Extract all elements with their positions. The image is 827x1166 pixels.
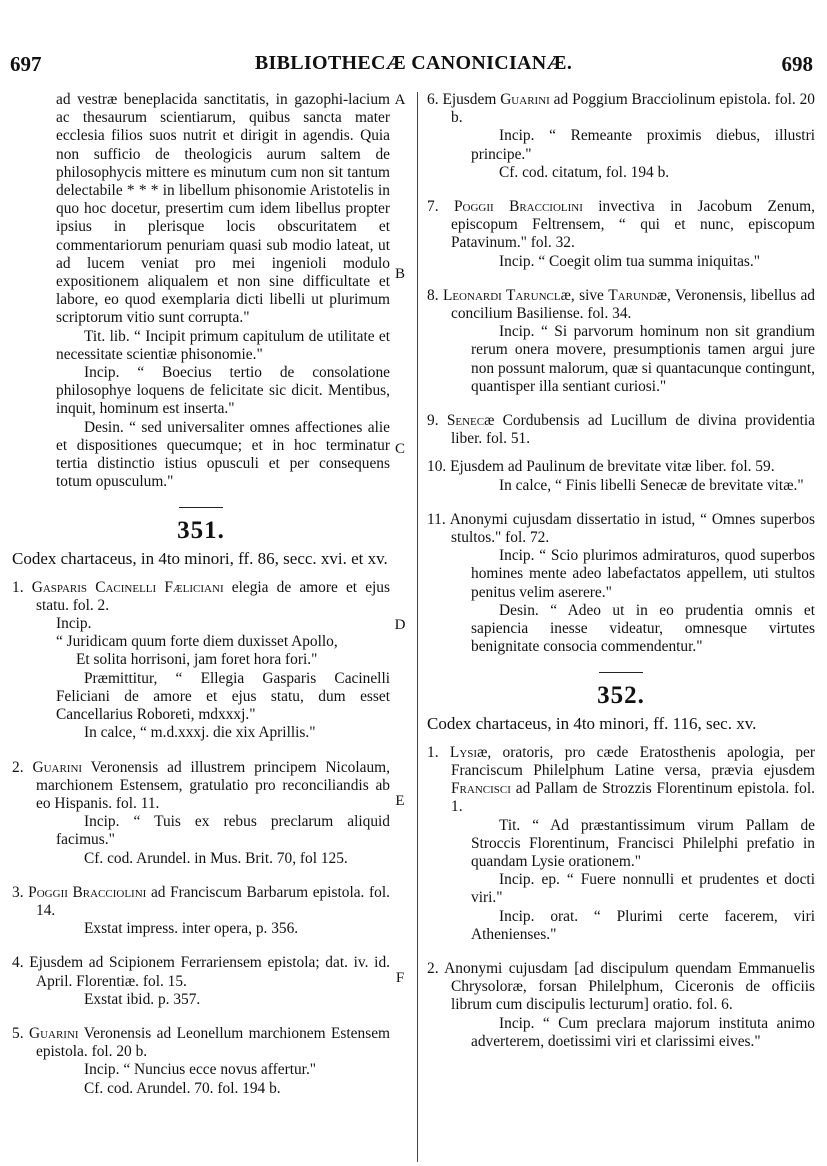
item-incipit: Incip. “ Cum preclara majorum instituta animo adverterem, doetissimi viri et clarissimi eives."	[471, 1014, 815, 1050]
codex-351-item-2	[12, 759, 390, 814]
item-cf: Cf. cod. citatum, fol. 194 b.	[499, 163, 670, 181]
item-incipit: Incip. “ Remeante proximis diebus, illustri principe."	[471, 127, 815, 163]
continued-desinit: Desin. “ sed universaliter omnes affectiones alie et dispositiones quecumque; et in hoc terminatur tertia distinctio istius opusculi et per consequens totum opusculum."	[56, 418, 390, 491]
continued-preface: ad vestræ beneplacida sanctitatis, in gazophi-lacium ac thesaurum scientiarum, quibus sancta mater ecclesia filios suos nutrit et dirigit in agendis. Quia non sufficio de theologicis aurum saltem de philosophycis mittere es minutum cum non sit tantum delectabile * * * in libellum phisonomie Aristotelis in quo hoc docetur, presertim cum idem libellus propter ipsius in plerisque locis obscuritatem et commentariorum penuriam quasi sub modio lateat, ut ad lucem veniat pro mei ingenioli modulo expositionem aliqualem et non sine difficultate et labore, eo quod exemplaria dicti libelli ut plurimum scriptorum vitio sunt corrupta."	[56, 91, 390, 327]
margin-letter-c: C	[394, 441, 405, 457]
codex-351-item-1	[12, 579, 390, 615]
item-author: Guarini	[28, 1024, 79, 1042]
item-verse-2: Et solita horrisoni, jam foret hora fori."	[76, 651, 318, 669]
item-number: 2.	[427, 959, 439, 977]
item-number: 1.	[12, 578, 24, 596]
item-author: Poggii Bracciolini	[28, 883, 147, 901]
item-author: Lysi	[449, 743, 478, 761]
item-title: Veronensis ad illustrem principem Nicolaum, marchionem Estensem, gratulatio pro reconciliandis ab eo Hispanis. fol. 11.	[36, 758, 390, 812]
continued-title: Tit. lib. “ Incipit primum capitulum de utilitate et necessitate scientiæ phisonomie."	[56, 327, 390, 363]
item-title: ad Franciscum Barbarum epistola. fol. 14.	[36, 883, 390, 919]
item-title: æ, oratoris, pro cæde Eratosthenis apologia, per Franciscum Philelphum Latine versa, prævia ejusdem	[451, 743, 815, 779]
codex-352-item-2	[427, 960, 815, 1015]
item-author-join: æ, sive	[560, 286, 609, 304]
margin-letter-b: B	[394, 266, 405, 282]
item-title: Veronensis ad Leonellum marchionem Estensem epistola. fol. 20 b.	[36, 1024, 390, 1061]
codex-352-item-1	[427, 744, 815, 817]
item-exstat: Exstat ibid. p. 357.	[84, 990, 201, 1008]
item-incipit-label: Incip.	[56, 615, 92, 633]
item-title: æ, Veronensis, libellus ad concilium Basiliense. fol. 34.	[451, 286, 815, 323]
codex-351-item-11	[427, 511, 815, 547]
item-exstat: Exstat impress. inter opera, p. 356.	[84, 920, 299, 938]
margin-letter-d: D	[394, 617, 406, 633]
running-title: BIBLIOTHECÆ CANONICIANÆ.	[254, 52, 573, 74]
codex-351-item-7	[427, 198, 815, 253]
codex-351-item-8	[427, 287, 815, 323]
item-title: æ Cordubensis ad Lucillum de divina providentia liber. fol. 51.	[451, 412, 815, 448]
codex-351-item-9	[427, 412, 815, 448]
item-author: Leonardi Taruncl	[442, 286, 561, 304]
codex-351-item-6	[427, 91, 815, 127]
item-desinit: Desin. “ Adeo ut in eo prudentia omnis et sapiencia inesse videatur, omnesque virtutes benignitate consocia commendentur."	[471, 601, 815, 656]
right-column	[427, 91, 815, 1051]
item-text: Anonymi cujusdam [ad discipulum quendam Emmanuelis Chrysoloræ, forsan Philelphum, Ciceronis de officiis librum cum discipulis lecturum] oratio. fol. 6.	[444, 959, 816, 1014]
item-author: Guarini	[32, 758, 83, 776]
codex-number-351: 351.	[177, 517, 225, 545]
codex-351-description: Codex chartaceus, in 4to minori, ff. 86, secc. xvi. et xv.	[12, 548, 388, 568]
margin-markers	[389, 0, 423, 1166]
item-author: Guarini	[500, 91, 550, 108]
item-incipit-epistola: Incip. ep. “ Fuere nonnulli et prudentes et docti viri."	[471, 871, 815, 907]
item-number: 9.	[427, 412, 439, 430]
item-incipit: Incip. “ Si parvorum hominum non sit grandium rerum onera movere, presumptionis tamen argui jure non possunt malorum, quæ si quantacunque contingunt, quantisper illa sentiant curiosi."	[471, 323, 815, 395]
item-author: Senec	[446, 412, 485, 430]
item-number: 11.	[427, 510, 446, 528]
left-column	[12, 91, 390, 1098]
item-in-calce: In calce, “ Finis libelli Senecæ de brevitate vitæ."	[499, 476, 804, 494]
margin-letter-f: F	[395, 970, 405, 986]
item-verse-1: “ Juridicam quum forte diem duxisset Apollo,	[56, 633, 338, 651]
item-prefix: Ejusdem	[442, 91, 501, 108]
item-number: 7.	[427, 198, 439, 216]
item-in-calce: In calce, “ m.d.xxxj. die xix Aprillis."	[84, 724, 316, 742]
item-incipit: Incip. “ Nuncius ecce novus affertur."	[84, 1061, 317, 1079]
item-title: ad Poggium Bracciolinum epistola. fol. 20 b.	[451, 91, 815, 127]
codex-number-352: 352.	[597, 682, 645, 710]
item-text: Anonymi cujusdam dissertatio in istud, “ Omnes superbos stultos." fol. 72.	[449, 510, 815, 547]
codex-351-item-3	[12, 884, 390, 920]
codex-351-item-4	[12, 954, 390, 990]
item-number: 2.	[12, 758, 24, 776]
section-rule	[599, 672, 643, 673]
right-page-number: 698	[781, 52, 813, 76]
item-number: 5.	[12, 1024, 24, 1042]
margin-letter-a: A	[394, 92, 406, 108]
item-title-rest: ad Pallam de Strozzis Florentinum epistola. fol. 1.	[451, 780, 815, 816]
section-rule	[179, 507, 223, 508]
item-number: 6.	[427, 91, 439, 108]
item-number: 4.	[12, 954, 24, 972]
continued-incipit: Incip. “ Boecius tertio de consolatione philosophye loquens de felicitate sic dicit. Mentibus, inquit, hominum est inserta."	[56, 364, 390, 418]
item-praemittitur: Præmittitur, “ Ellegia Gasparis Cacinelli Feliciani de amore et ejus statu, dum esset Cancellarius Roboreti, mdxxxj."	[56, 669, 390, 724]
item-author-alt: Francisci	[451, 780, 511, 798]
item-incipit-oratio: Incip. orat. “ Plurimi certe facerem, viri Athenienses."	[471, 907, 815, 943]
item-number: 10.	[427, 458, 447, 476]
codex-351-item-5	[12, 1025, 390, 1061]
item-author: Gasparis Cacinelli Fæliciani	[31, 578, 224, 596]
item-incipit: Incip. “ Scio plurimos admiraturos, quod superbos homines mente adeo labefactatos appellem, uti stultos penitus velim aserere."	[471, 547, 815, 601]
item-title-line: Tit. “ Ad præstantissimum virum Pallam de Stroccis Florentinum, Francisci Philelphi prefatio in quandam Lysie orationem."	[471, 816, 815, 870]
item-number: 1.	[427, 743, 439, 761]
item-incipit: Incip. “ Tuis ex rebus preclarum aliquid facimus."	[56, 813, 390, 849]
item-cf: Cf. cod. Arundel. 70. fol. 194 b.	[84, 1079, 281, 1097]
item-number: 3.	[12, 883, 24, 901]
item-author-alt: Tarund	[608, 286, 657, 304]
item-incipit: Incip. “ Coegit olim tua summa iniquitas."	[499, 252, 761, 270]
left-page-number: 697	[10, 52, 42, 76]
codex-351-item-10	[427, 458, 815, 476]
codex-352-description: Codex chartaceus, in 4to minori, ff. 116, sec. xv.	[427, 713, 757, 733]
item-title: invectiva in Jacobum Zenum, episcopum Feltrensem, “ qui et nunc, episcopum Patavinum." fol. 32.	[451, 198, 815, 252]
margin-letter-e: E	[395, 793, 405, 809]
item-number: 8.	[427, 286, 439, 304]
item-cf: Cf. cod. Arundel. in Mus. Brit. 70, fol 125.	[84, 849, 348, 867]
item-title: elegia de amore et ejus statu. fol. 2.	[36, 578, 390, 614]
item-author: Poggii Bracciolini	[453, 198, 583, 216]
item-text: Ejusdem ad Paulinum de brevitate vitæ liber. fol. 59.	[450, 458, 775, 476]
item-text: Ejusdem ad Scipionem Ferrariensem epistola; dat. iv. id. April. Florentiæ. fol. 15.	[29, 954, 390, 990]
